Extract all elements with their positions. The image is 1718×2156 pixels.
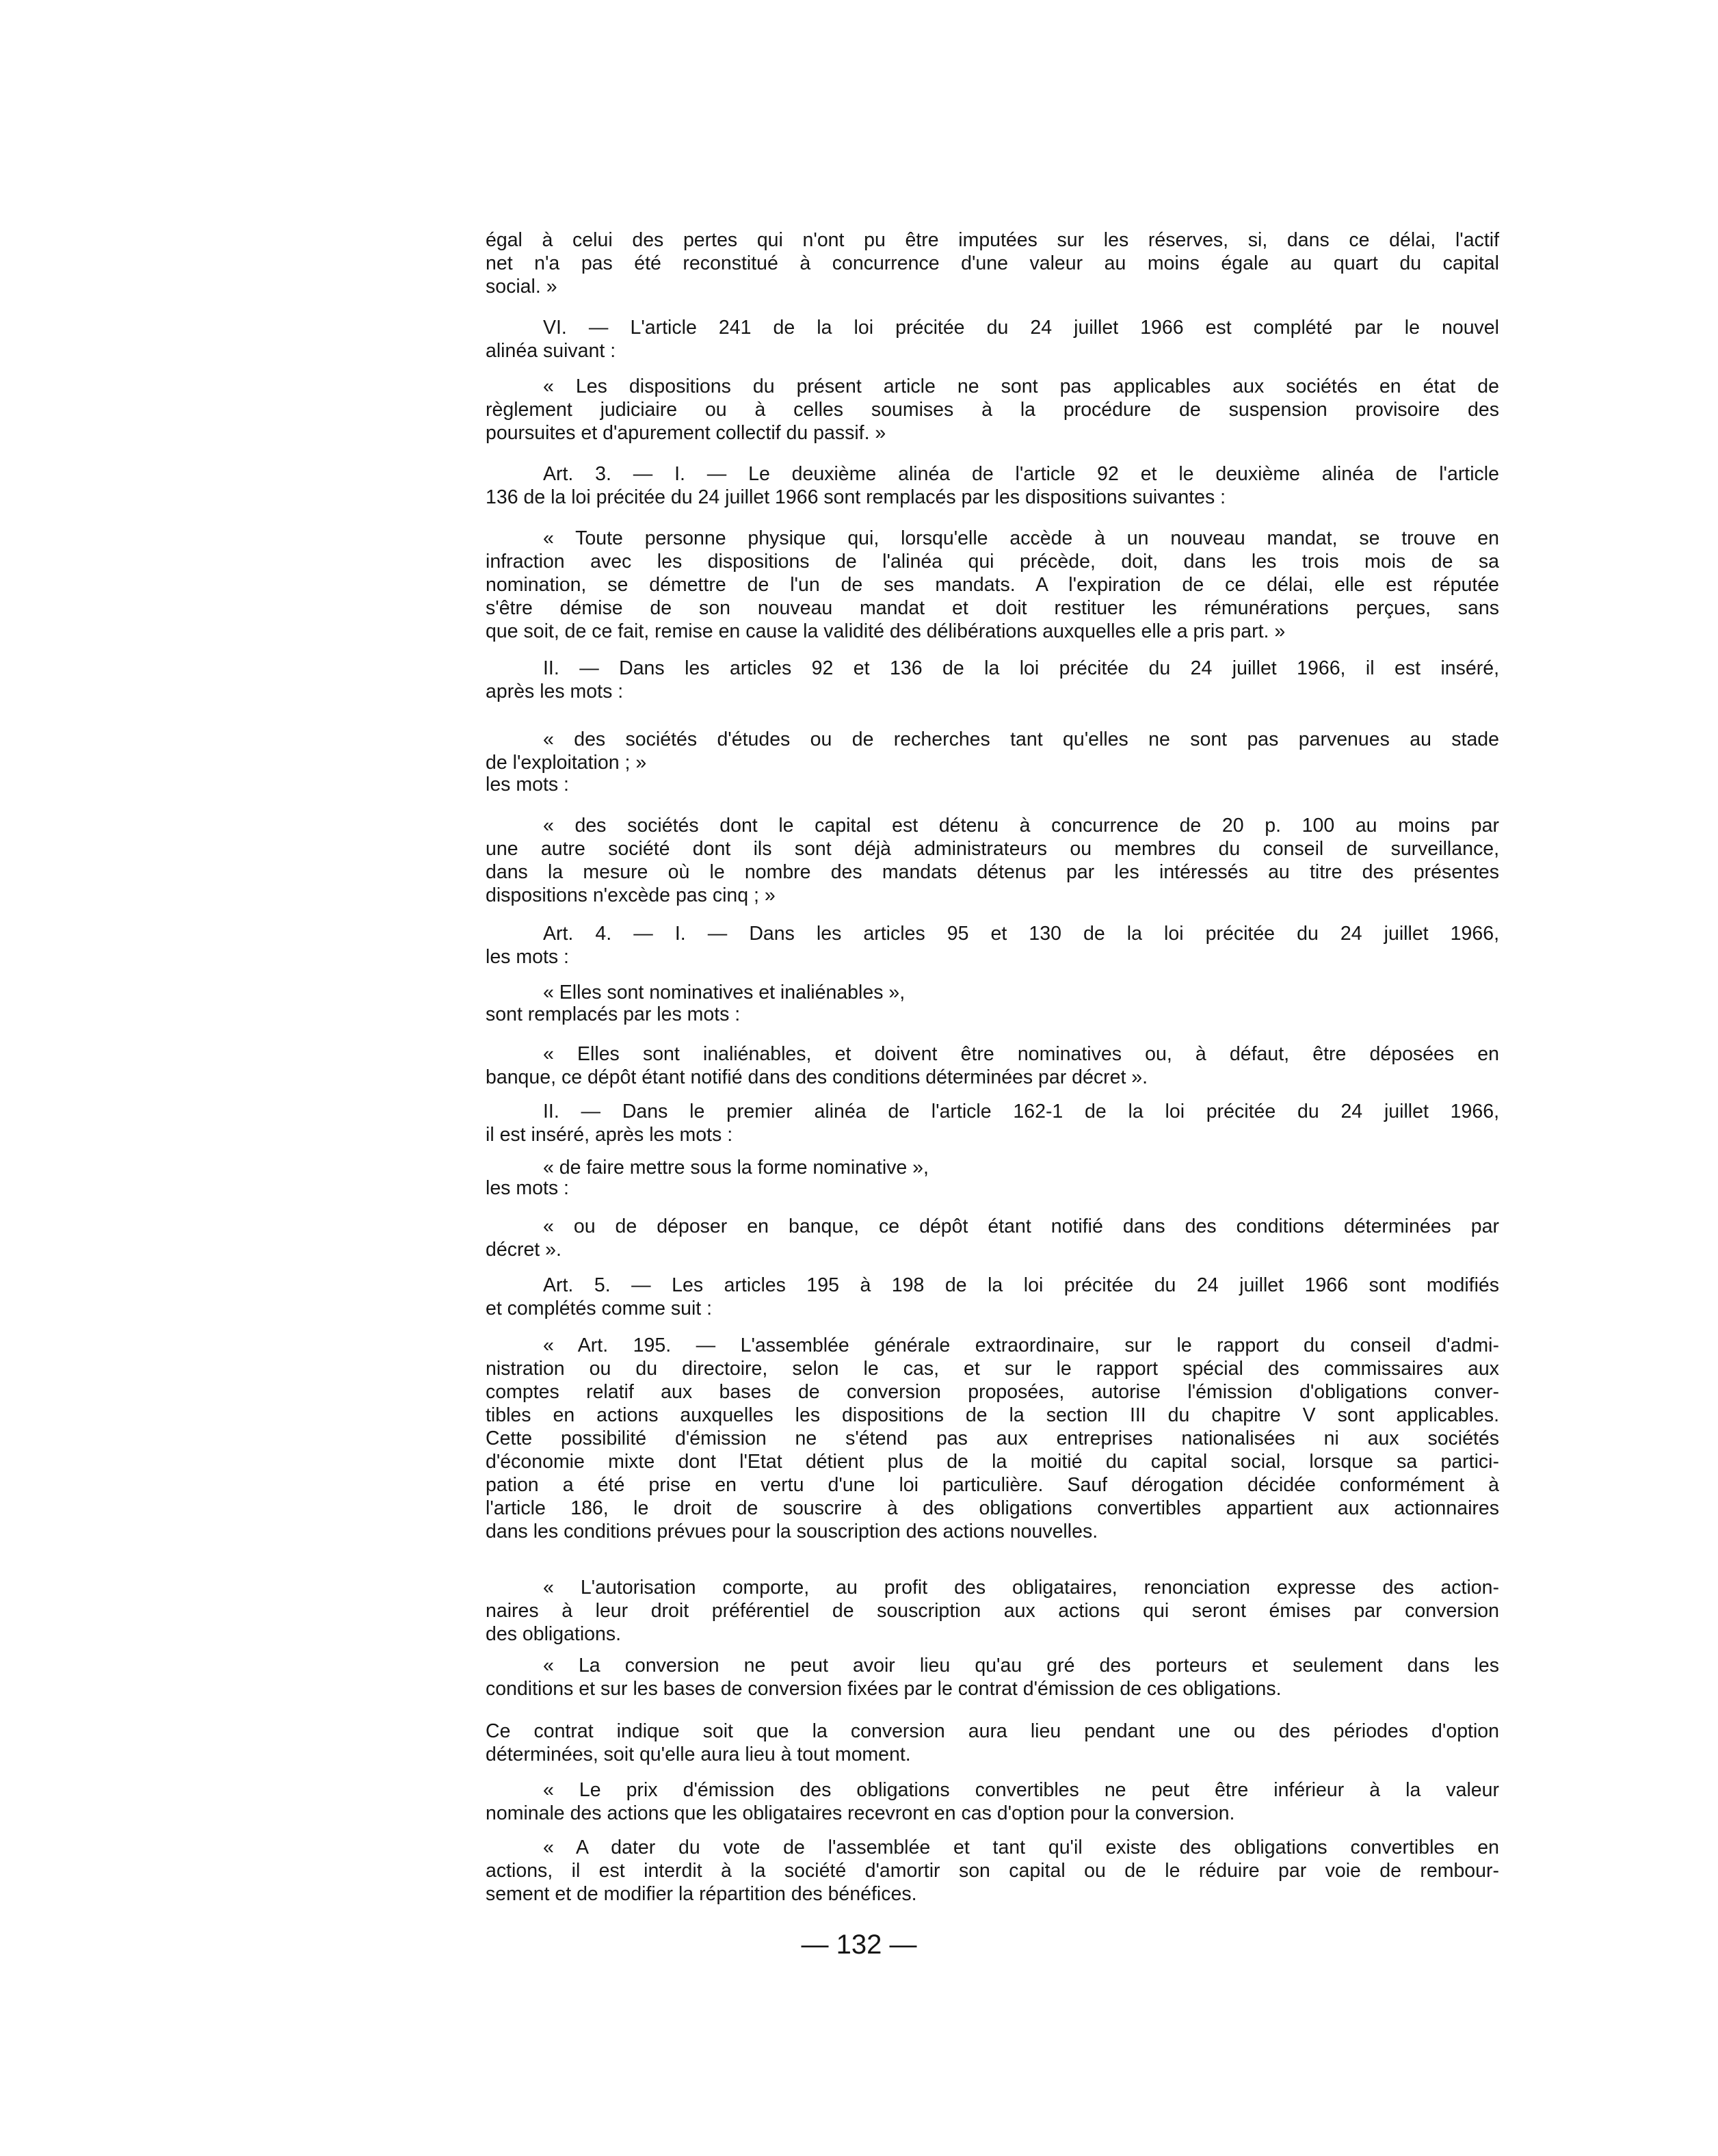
text-line: que soit, de ce fait, remise en cause la validité des délibérations auxquelles elle a pris part. » bbox=[486, 620, 1286, 642]
paragraph bbox=[486, 1334, 1499, 1543]
text-line: l'article 186, le droit de souscrire à des obligations convertibles appartient aux actionnaires bbox=[486, 1497, 1499, 1519]
text-line: « La conversion ne peut avoir lieu qu'au gré des porteurs et seulement dans les bbox=[543, 1655, 1499, 1677]
page-number: — 132 — bbox=[801, 1930, 917, 1960]
text-line: « Les dispositions du présent article ne sont pas applicables aux sociétés en état de bbox=[543, 376, 1499, 397]
paragraph bbox=[486, 1042, 1499, 1089]
text-line: « Art. 195. — L'assemblée générale extraordinaire, sur le rapport du conseil d'admi- bbox=[543, 1335, 1499, 1356]
text-line: 136 de la loi précitée du 24 juillet 1966 sont remplacés par les dispositions suivantes : bbox=[486, 486, 1226, 508]
text-line: infraction avec les dispositions de l'alinéa qui précède, doit, dans les trois mois de sa bbox=[486, 551, 1499, 573]
text-line: les mots : bbox=[486, 946, 569, 968]
text-line: Ce contrat indique soit que la conversion aura lieu pendant une ou des périodes d'option bbox=[486, 1720, 1499, 1742]
text-line: Art. 3. — I. — Le deuxième alinéa de l'article 92 et le deuxième alinéa de l'article bbox=[543, 463, 1499, 485]
paragraph bbox=[486, 981, 1499, 1004]
paragraph bbox=[486, 1215, 1499, 1261]
text-line: nomination, se démettre de l'un de ses mandats. A l'expiration de ce délai, elle est réputée bbox=[486, 574, 1499, 596]
paragraph bbox=[486, 773, 1499, 796]
text-line: il est inséré, après les mots : bbox=[486, 1124, 733, 1146]
paragraph bbox=[486, 1176, 1499, 1200]
text-line: règlement judiciaire ou à celles soumises à la procédure de suspension provisoire des bbox=[486, 399, 1499, 421]
text-line: « L'autorisation comporte, au profit des obligataires, renonciation expresse des action- bbox=[543, 1577, 1499, 1599]
text-line: poursuites et d'apurement collectif du passif. » bbox=[486, 422, 886, 444]
paragraph bbox=[486, 1576, 1499, 1646]
paragraph bbox=[486, 375, 1499, 445]
paragraph bbox=[486, 1100, 1499, 1146]
text-line: décret ». bbox=[486, 1239, 561, 1261]
paragraph bbox=[486, 1654, 1499, 1700]
paragraph bbox=[486, 316, 1499, 363]
text-line: après les mots : bbox=[486, 681, 624, 702]
text-line: « Toute personne physique qui, lorsqu'elle accède à un nouveau mandat, se trouve en bbox=[543, 527, 1499, 549]
text-line: II. — Dans les articles 92 et 136 de la loi précitée du 24 juillet 1966, il est inséré, bbox=[543, 657, 1499, 679]
text-line: Art. 5. — Les articles 195 à 198 de la loi précitée du 24 juillet 1966 sont modifiés bbox=[543, 1274, 1499, 1296]
text-line: actions, il est interdit à la société d'amortir son capital ou de le réduire par voie de rembour- bbox=[486, 1860, 1499, 1882]
text-line: « des sociétés d'études ou de recherches tant qu'elles ne sont pas parvenues au stade bbox=[543, 728, 1499, 750]
text-line: conditions et sur les bases de conversion fixées par le contrat d'émission de ces obligations. bbox=[486, 1678, 1282, 1700]
text-line: alinéa suivant : bbox=[486, 340, 616, 362]
text-line: tibles en actions auxquelles les dispositions de la section III du chapitre V sont applicables. bbox=[486, 1404, 1499, 1426]
text-line: « ou de déposer en banque, ce dépôt étant notifié dans des conditions déterminées par bbox=[543, 1215, 1499, 1237]
text-line: II. — Dans le premier alinéa de l'article 162-1 de la loi précitée du 24 juillet 1966, bbox=[543, 1101, 1499, 1122]
text-line: sont remplacés par les mots : bbox=[486, 1003, 741, 1025]
text-line: pation a été prise en vertu d'une loi particulière. Sauf dérogation décidée conformément à bbox=[486, 1474, 1499, 1496]
text-line: s'être démise de son nouveau mandat et doit restituer les rémunérations perçues, sans bbox=[486, 597, 1499, 619]
paragraph bbox=[486, 1720, 1499, 1766]
text-line: égal à celui des pertes qui n'ont pu être imputées sur les réserves, si, dans ce délai, l'actif bbox=[486, 229, 1499, 251]
text-line: « Le prix d'émission des obligations convertibles ne peut être inférieur à la valeur bbox=[543, 1779, 1499, 1801]
text-line: naires à leur droit préférentiel de souscription aux actions qui seront émises par conversion bbox=[486, 1600, 1499, 1622]
text-line: « Elles sont inaliénables, et doivent être nominatives ou, à défaut, être déposées en bbox=[543, 1043, 1499, 1065]
text-line: « des sociétés dont le capital est détenu à concurrence de 20 p. 100 au moins par bbox=[543, 815, 1499, 837]
paragraph bbox=[486, 462, 1499, 509]
text-line: d'économie mixte dont l'Etat détient plus de la moitié du capital social, lorsque sa partici- bbox=[486, 1451, 1499, 1473]
paragraph bbox=[486, 1274, 1499, 1320]
paragraph bbox=[486, 1836, 1499, 1906]
text-line: net n'a pas été reconstitué à concurrence d'une valeur au moins égale au quart du capital bbox=[486, 252, 1499, 274]
paragraph bbox=[486, 1003, 1499, 1026]
paragraph bbox=[486, 527, 1499, 643]
text-line: et complétés comme suit : bbox=[486, 1298, 713, 1319]
text-line: nominale des actions que les obligataires recevront en cas d'option pour la conversion. bbox=[486, 1802, 1235, 1824]
text-line: VI. — L'article 241 de la loi précitée du 24 juillet 1966 est complété par le nouvel bbox=[543, 317, 1499, 339]
text-line: les mots : bbox=[486, 1177, 569, 1199]
text-line: Art. 4. — I. — Dans les articles 95 et 130 de la loi précitée du 24 juillet 1966, bbox=[543, 923, 1499, 945]
text-line: nistration ou du directoire, selon le cas, et sur le rapport spécial des commissaires aux bbox=[486, 1358, 1499, 1380]
text-line: les mots : bbox=[486, 774, 569, 796]
text-line: déterminées, soit qu'elle aura lieu à tout moment. bbox=[486, 1744, 911, 1765]
paragraph bbox=[486, 228, 1499, 298]
text-line: de l'exploitation ; » bbox=[486, 752, 647, 774]
paragraph bbox=[486, 1156, 1499, 1179]
paragraph bbox=[486, 814, 1499, 907]
text-line: comptes relatif aux bases de conversion proposées, autorise l'émission d'obligations conver- bbox=[486, 1381, 1499, 1403]
text-line: « A dater du vote de l'assemblée et tant qu'il existe des obligations convertibles en bbox=[543, 1837, 1499, 1858]
text-line: « de faire mettre sous la forme nominative », bbox=[543, 1157, 929, 1179]
text-line: banque, ce dépôt étant notifié dans des conditions déterminées par décret ». bbox=[486, 1066, 1148, 1088]
text-line: dans la mesure où le nombre des mandats détenus par les intéressés au titre des présentes bbox=[486, 861, 1499, 883]
paragraph bbox=[486, 1778, 1499, 1825]
text-line: Cette possibilité d'émission ne s'étend pas aux entreprises nationalisées ni aux sociétés bbox=[486, 1428, 1499, 1449]
paragraph bbox=[486, 657, 1499, 703]
text-line: « Elles sont nominatives et inaliénables », bbox=[543, 982, 906, 1003]
text-line: des obligations. bbox=[486, 1623, 622, 1645]
paragraph bbox=[486, 728, 1499, 774]
paragraph bbox=[486, 922, 1499, 969]
text-line: social. » bbox=[486, 276, 557, 298]
text-line: sement et de modifier la répartition des bénéfices. bbox=[486, 1883, 917, 1905]
text-line: une autre société dont ils sont déjà administrateurs ou membres du conseil de surveillance, bbox=[486, 838, 1499, 860]
text-line: dans les conditions prévues pour la souscription des actions nouvelles. bbox=[486, 1521, 1098, 1542]
text-line: dispositions n'excède pas cinq ; » bbox=[486, 884, 776, 906]
